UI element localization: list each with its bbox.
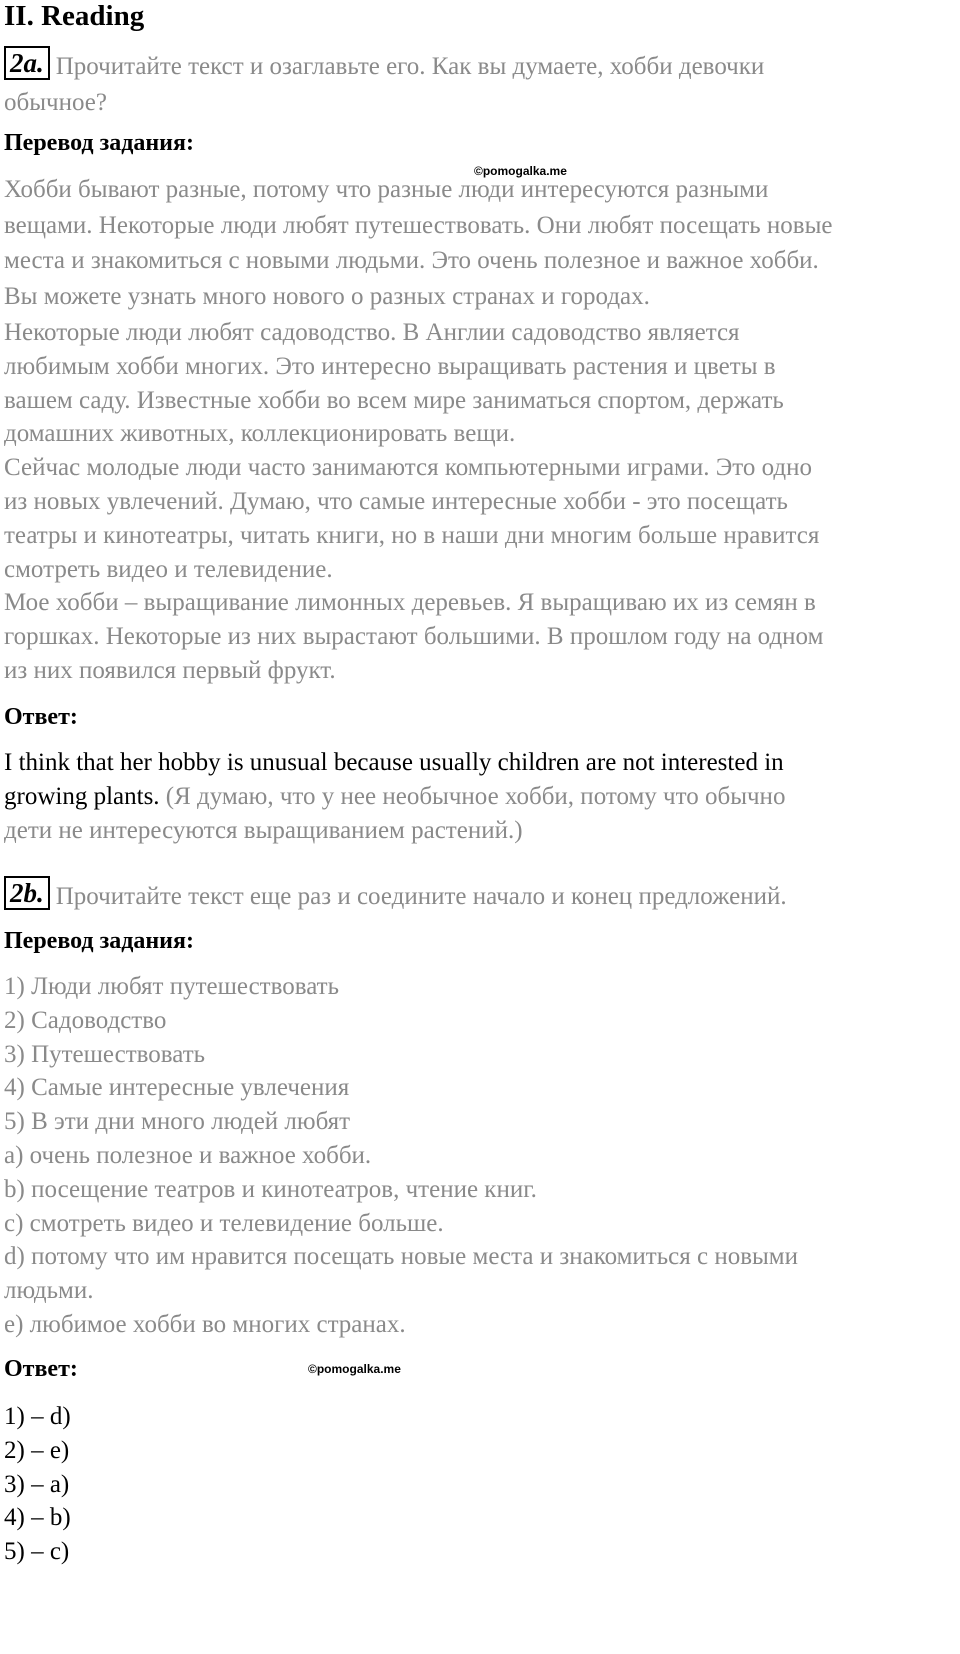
- translation-label-1: Перевод задания:: [4, 130, 194, 156]
- match-items-list: [4, 970, 944, 1342]
- list-item: 4) Самые интересные увлечения: [4, 1074, 350, 1102]
- answer-2a-russian-line2: (Я думаю, что у нее необычное хобби, потому что обычно: [159, 783, 786, 810]
- paragraph-line: Хобби бывают разные, потому что разные люди интересуются разными: [4, 176, 769, 203]
- list-item: e) любимое хобби во многих странах.: [4, 1310, 406, 1338]
- task-2a-text-line1: Прочитайте текст и озаглавьте его. Как вы думаете, хобби девочки: [55, 53, 765, 80]
- paragraph-line: вещами. Некоторые люди любят путешествовать. Они любят посещать новые: [4, 211, 833, 239]
- paragraph-line: из новых увлечений. Думаю, что самые интересные хобби - это посещать: [4, 487, 788, 515]
- answer-2a-russian-line3: дети не интересуются выращиванием растений.): [4, 817, 523, 844]
- task-2a-text-line2: обычное?: [4, 89, 107, 116]
- list-item: 5) В эти дни много людей любят: [4, 1108, 351, 1136]
- task-2b-badge: 2b.: [4, 876, 50, 910]
- watermark-2: ©pomogalka.me: [308, 1362, 401, 1376]
- reading-paragraph-2: [4, 316, 944, 688]
- paragraph-line: театры и кинотеатры, читать книги, но в наши дни многим больше нравится: [4, 521, 820, 549]
- paragraph-line: домашних животных, коллекционировать вещи.: [4, 420, 516, 448]
- paragraph-line: Мое хобби – выращивание лимонных деревьев. Я выращиваю их из семян в: [4, 589, 816, 617]
- answer-2a: [4, 746, 944, 848]
- task-2b-text: Прочитайте текст еще раз и соедините начало и конец предложений.: [55, 883, 787, 910]
- paragraph-line: горшках. Некоторые из них вырастают большими. В прошлом году на одном: [4, 623, 824, 651]
- paragraph-line: из них появился первый фрукт.: [4, 656, 336, 684]
- list-item: 2) – e): [4, 1436, 70, 1464]
- list-item: 3) – a): [4, 1470, 70, 1498]
- answer-2a-english-line2: growing plants.: [4, 783, 160, 810]
- task-2b-instruction: [4, 876, 934, 915]
- list-item: 1) Люди любят путешествовать: [4, 973, 339, 1000]
- list-item: людьми.: [4, 1277, 94, 1305]
- paragraph-line: любимым хобби многих. Это интересно выращивать растения и цветы в: [4, 352, 776, 380]
- answer-2a-english-line1: I think that her hobby is unusual because usually children are not interested in: [4, 749, 784, 776]
- paragraph-line: Некоторые люди любят садоводство. В Англии садоводство является: [4, 319, 740, 346]
- paragraph-line: смотреть видео и телевидение.: [4, 555, 333, 583]
- list-item: c) смотреть видео и телевидение больше.: [4, 1209, 444, 1237]
- section-heading: II. Reading: [4, 0, 145, 32]
- list-item: 4) – b): [4, 1504, 71, 1532]
- list-item: a) очень полезное и важное хобби.: [4, 1141, 372, 1169]
- task-2a-instruction: [4, 46, 934, 121]
- paragraph-line: места и знакомиться с новыми людьми. Это очень полезное и важное хобби.: [4, 247, 819, 274]
- list-item: 2) Садоводство: [4, 1006, 167, 1034]
- answer-label-1: Ответ:: [4, 704, 78, 730]
- paragraph-line: вашем саду. Известные хобби во всем мире заниматься спортом, держать: [4, 386, 784, 414]
- reading-paragraph-1: [4, 172, 944, 314]
- list-item: 3) Путешествовать: [4, 1040, 206, 1068]
- list-item: 1) – d): [4, 1403, 71, 1430]
- paragraph-line: Сейчас молодые люди часто занимаются компьютерными играми. Это одно: [4, 454, 812, 482]
- task-2a-badge: 2a.: [4, 46, 50, 80]
- answer-label-2: Ответ:: [4, 1356, 78, 1382]
- list-item: 5) – c): [4, 1538, 70, 1566]
- watermark-1: ©pomogalka.me: [474, 164, 567, 178]
- list-item: b) посещение театров и кинотеатров, чтение книг.: [4, 1175, 537, 1203]
- translation-label-2: Перевод задания:: [4, 928, 194, 954]
- list-item: d) потому что им нравится посещать новые места и знакомиться с новыми: [4, 1243, 799, 1271]
- match-answers-list: [4, 1400, 71, 1569]
- paragraph-line: Вы можете узнать много нового о разных странах и городах.: [4, 282, 650, 310]
